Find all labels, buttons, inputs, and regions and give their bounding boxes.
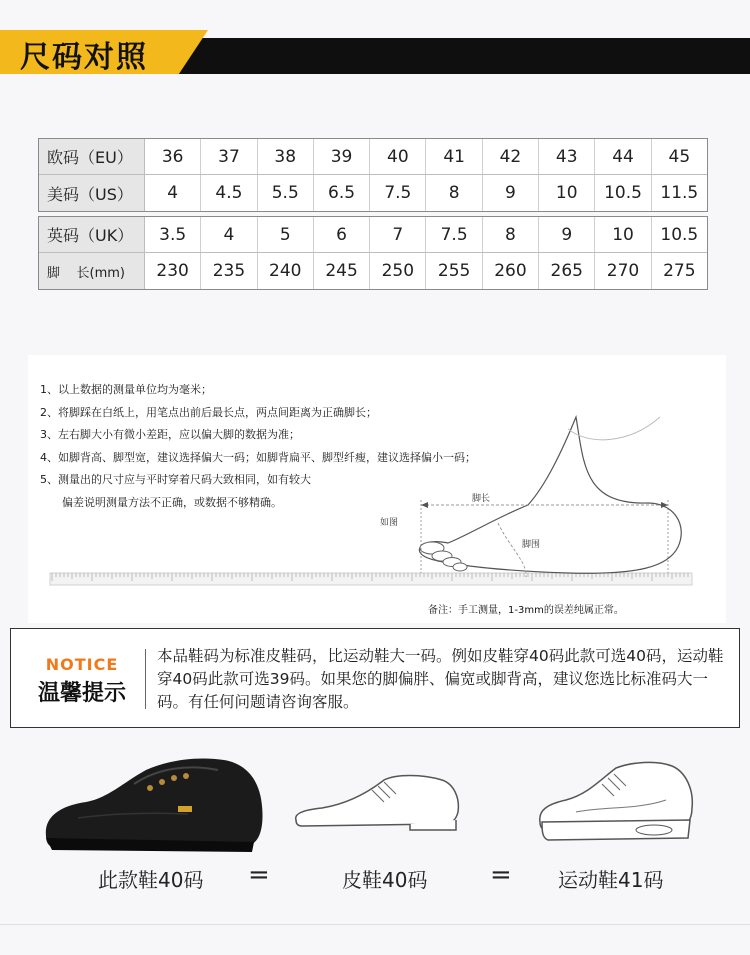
table-cell: 9 [483,175,539,211]
table-cell: 255 [426,253,482,289]
notice-heading [29,655,135,707]
table-row-us [39,175,707,211]
table-cell: 10.5 [660,224,699,245]
note-item: 5、测量出的尺寸应与平时穿着尺码大致相同，如有较大 [40,473,311,486]
as-shown-label: 如图 [380,518,399,528]
table-cell: 11.5 [660,183,699,203]
table-cell: 8 [426,175,482,211]
note-item: 偏差说明测量方法不正确，或数据不够精确。 [62,495,282,509]
table-cell: 38 [258,139,314,174]
equals-sign: = [248,860,270,890]
table-cell: 8 [483,217,539,252]
table-cell: 230 [145,253,201,289]
bottom-divider [0,924,750,925]
sneaker-image [536,760,698,844]
note-item: 1、以上数据的测量单位均为毫米； [40,383,212,396]
table-cell: 7 [370,217,426,252]
measurement-remark: 备注：手工测量，1-3mm的误差纯属正常。 [428,605,624,616]
notice-title-zh: 温馨提示 [37,681,126,706]
table-cell: 45 [668,146,691,167]
row-label-eu: 欧码（EU） [39,139,145,174]
table-cell: 42 [483,139,539,174]
table-cell: 7.5 [426,217,482,252]
notice-divider [145,649,146,709]
foot-girth-label: 脚围 [522,540,541,550]
table-cell: 250 [370,253,426,289]
table-cell: 43 [539,139,595,174]
work-shoe-image [38,748,270,860]
notice-box [10,628,740,728]
table-cell: 44 [595,139,651,174]
table-cell: 39 [314,139,370,174]
table-cell: 260 [483,253,539,289]
table-cell: 4.5 [201,175,257,211]
page-title: 尺码对照 [20,40,148,75]
sneaker-size-label: 运动鞋41码 [558,868,664,892]
table-cell: 10 [539,175,595,211]
table-cell: 9 [539,217,595,252]
size-chart-table [38,138,708,290]
table-cell: 3.5 [145,217,201,252]
table-cell: 40 [370,139,426,174]
note-item: 4、如脚背高、脚型宽，建议选择偏大一码；如脚背扁平、脚型纤瘦，建议选择偏小一码； [40,450,476,464]
note-item: 2、将脚踩在白纸上，用笔点出前后最长点，两点间距离为正确脚长； [40,405,377,419]
notice-body: 本品鞋码为标准皮鞋码，比运动鞋大一码。例如皮鞋穿40码此款可选40码，运动鞋穿40码此款可选39码。如果您的脚偏胖、偏宽或脚背高，建议您选比标准码大一码。有任何问题请咨询客服。 [157,647,724,711]
size-group-1 [38,138,708,212]
table-cell: 275 [663,261,696,281]
size-group-2 [38,216,708,290]
table-row-eu [39,139,707,175]
note-item: 3、左右脚大小有微小差距，应以偏大脚的数据为准； [40,428,300,441]
table-cell: 4 [145,175,201,211]
equals-sign: = [490,860,512,890]
leather-shoe-image [292,768,462,834]
header-bar [150,38,750,74]
leather-shoe-size-label: 皮鞋40码 [342,868,428,892]
table-cell: 270 [595,253,651,289]
measurement-panel [28,355,726,623]
table-cell: 235 [201,253,257,289]
table-cell: 10 [595,217,651,252]
table-cell: 37 [201,139,257,174]
table-row-foot-length [39,253,707,289]
table-cell: 240 [258,253,314,289]
notice-title-en: NOTICE [45,655,119,674]
table-cell: 6 [314,217,370,252]
measurement-notes [40,379,476,514]
table-cell: 5.5 [258,175,314,211]
table-cell: 10.5 [595,175,651,211]
table-cell: 265 [539,253,595,289]
foot-length-label: 脚长 [472,494,491,504]
section-header [0,30,750,74]
table-cell: 5 [258,217,314,252]
table-cell: 245 [314,253,370,289]
row-label-foot-length: 脚 长(mm) [39,253,145,289]
row-label-us: 美码（US） [39,175,145,211]
table-row-uk [39,217,707,253]
table-cell: 7.5 [370,175,426,211]
table-cell: 36 [145,139,201,174]
table-cell: 6.5 [314,175,370,211]
table-cell: 41 [426,139,482,174]
table-cell: 4 [201,217,257,252]
this-shoe-size-label: 此款鞋40码 [98,868,204,892]
row-label-uk: 英码（UK） [39,217,145,252]
